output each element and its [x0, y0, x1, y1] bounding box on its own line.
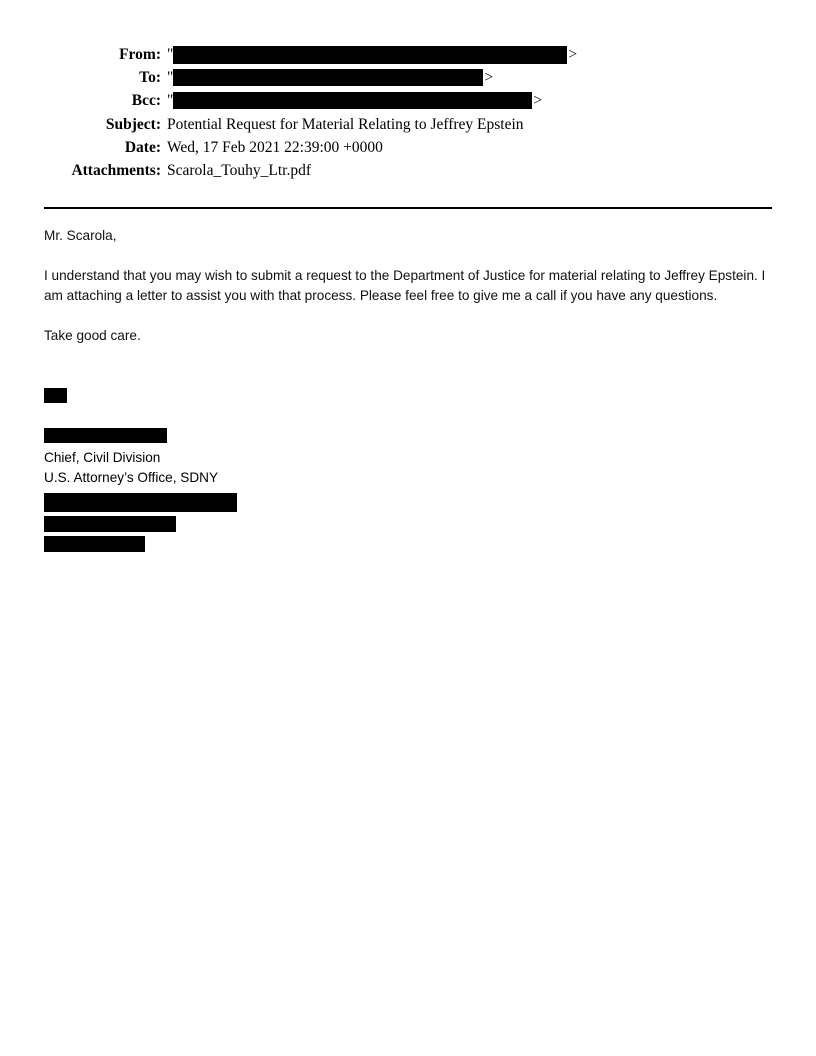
header-value-from: [167, 46, 577, 64]
header-label-attachments: Attachments:: [71, 162, 161, 179]
header-value-subject: Potential Request for Material Relating to Jeffrey Epstein: [167, 116, 524, 133]
signature-address-line-3-wrap: [44, 532, 544, 552]
quote-glyph-to: ": [167, 69, 174, 86]
signature-initial-wrap: [44, 388, 544, 428]
signature-address-line-2-wrap: [44, 512, 544, 532]
redaction-bar-bcc: [173, 92, 532, 109]
quote-glyph-from: ": [167, 46, 174, 64]
header-label-from: From:: [119, 46, 161, 64]
signature-title: Chief, Civil Division: [44, 450, 161, 465]
attachment-filename[interactable]: Scarola_Touhy_Ltr.pdf: [167, 162, 311, 179]
header-row-attachments: [44, 162, 772, 184]
header-row-to: [44, 69, 772, 91]
header-label-date: Date:: [124, 139, 161, 156]
body-paragraph-1: I understand that you may wish to submit a request to the Department of Justice for material relating to Jeffrey Epstein. I am attaching a letter to assist you with that process. Please feel free to give me a call if you have any questions.: [44, 268, 766, 303]
header-row-bcc: [44, 92, 772, 114]
redaction-bar-from: [173, 46, 567, 64]
header-label-subject: Subject:: [105, 116, 161, 133]
angle-bracket-to: >: [484, 69, 494, 86]
email-header: [44, 46, 772, 184]
signature-address-line-1-wrap: [44, 488, 544, 512]
header-row-from: [44, 46, 772, 68]
redaction-bar-address-1: [44, 493, 237, 512]
header-label-to: To:: [139, 69, 161, 86]
body-closing: Take good care.: [44, 328, 141, 343]
redaction-bar-signature-initial: [44, 388, 67, 403]
signature-office: U.S. Attorney’s Office, SDNY: [44, 470, 219, 485]
redaction-bar-to: [173, 69, 483, 86]
email-body: [44, 226, 768, 346]
redaction-bar-address-2: [44, 516, 176, 532]
header-value-to: [167, 69, 493, 86]
body-salutation: Mr. Scarola,: [44, 228, 117, 243]
redaction-bar-signature-name: [44, 428, 167, 443]
header-body-divider: [44, 207, 772, 209]
redaction-bar-address-3: [44, 536, 145, 552]
header-value-date: Wed, 17 Feb 2021 22:39:00 +0000: [167, 139, 383, 156]
quote-glyph-bcc: ": [167, 92, 174, 109]
header-row-date: [44, 139, 772, 161]
angle-bracket-from: >: [568, 46, 578, 64]
header-row-subject: [44, 116, 772, 138]
header-label-bcc: Bcc:: [131, 92, 161, 109]
signature-block: [44, 388, 544, 552]
angle-bracket-bcc: >: [533, 92, 543, 109]
header-value-bcc: [167, 92, 542, 109]
signature-name-wrap: [44, 428, 544, 448]
